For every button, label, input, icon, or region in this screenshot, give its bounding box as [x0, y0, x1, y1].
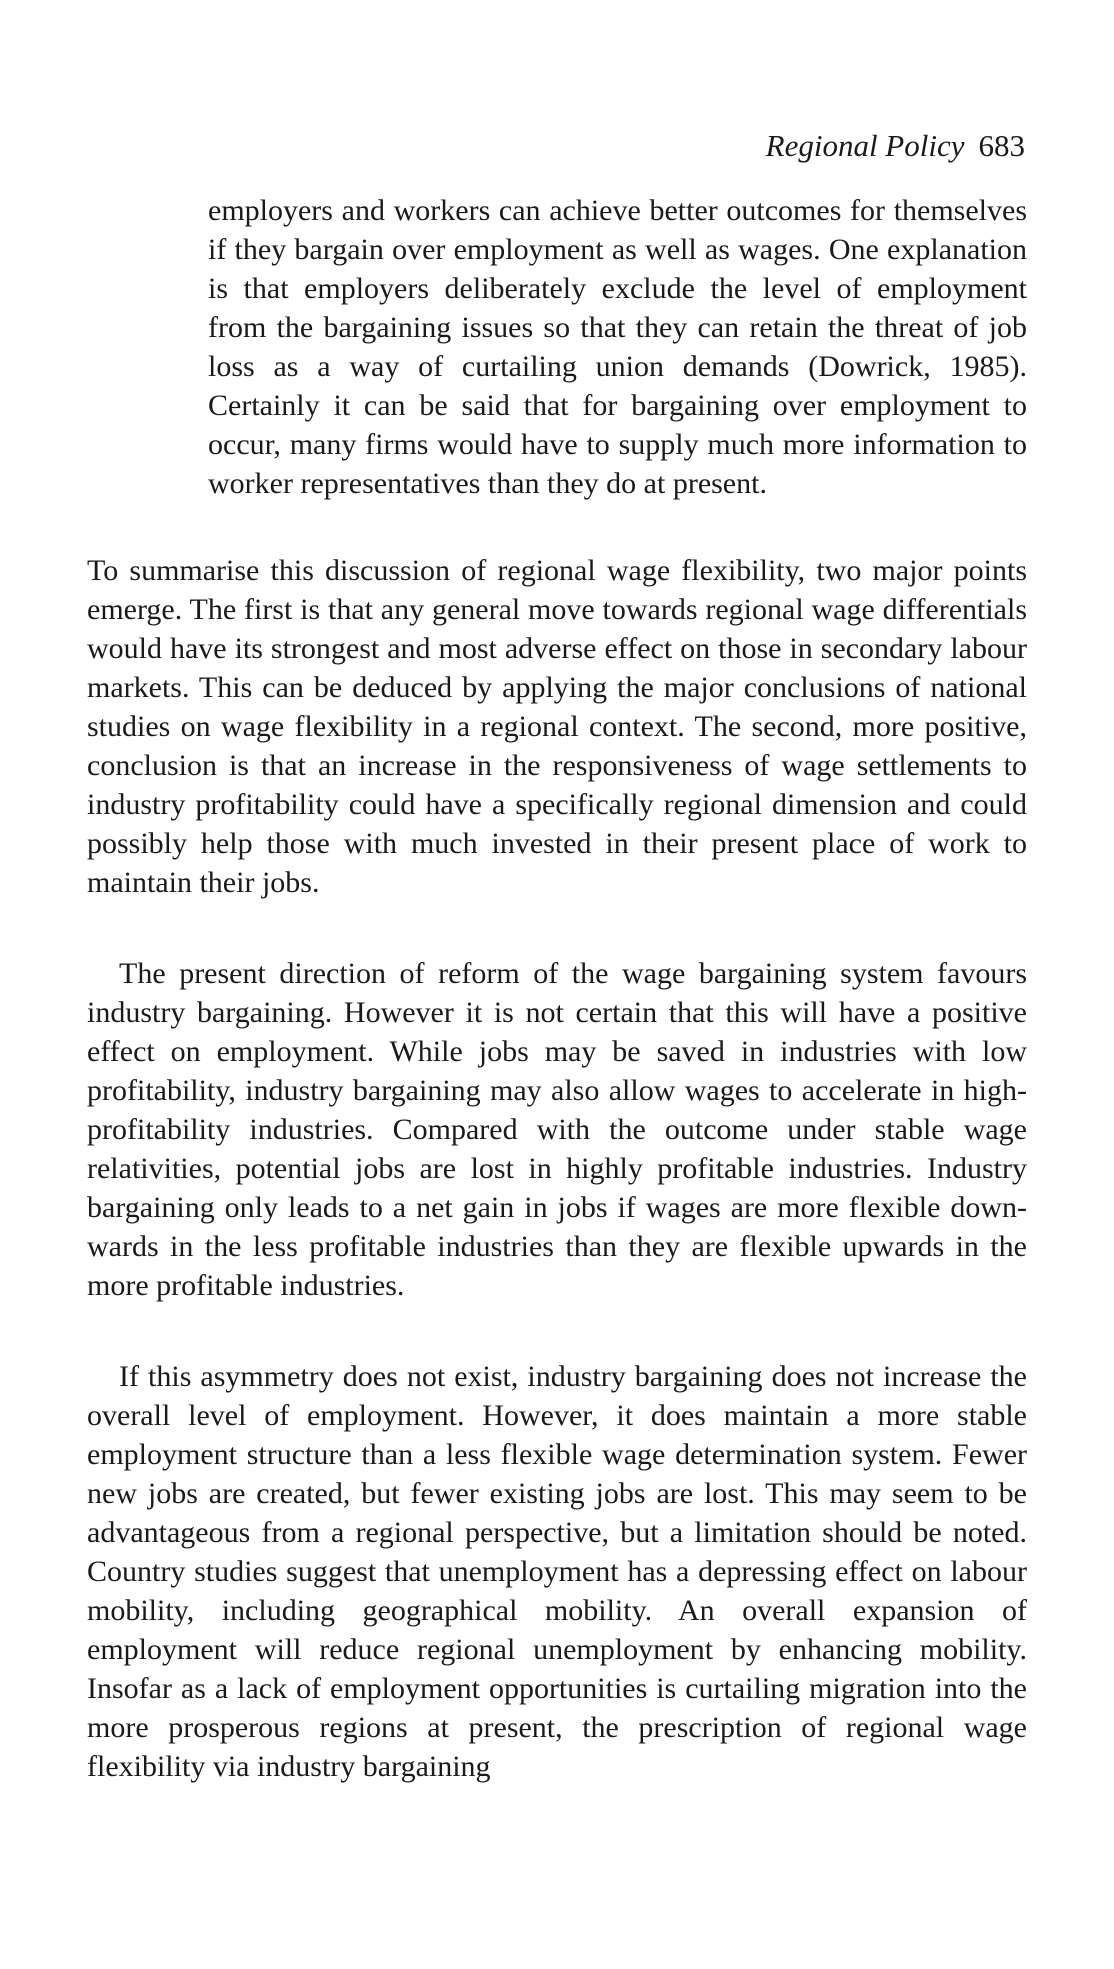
paragraph-text: To summarise this discussion of regional wage flexibility, two major points emerge. The first is that any general move towards regional wage differentials would have its strongest and most adverse effect on those in secondary labour markets. This can be deduced by applying the major conclusions of national studies on wage flexibility in a regional context. The second, more positive, conclusion is that an increase in the responsiveness of wage settlements to industry profitability could have a specifically regional dimension and could possibly help those with much invested in their present place of work to maintain their jobs. [87, 554, 1027, 899]
paragraph-2 [87, 954, 1027, 1305]
block-quote-text: employers and workers can achieve better outcomes for themselves if they bargain over employment as well as wages. One explanation is that employers deliberately exclude the level of employment from the bargaining issues so that they can retain the threat of job loss as a way of curtailing union demands (Dowrick, 1985). Certainly it can be said that for bargaining over employment to occur, many firms would have to supply much more information to worker representatives than they do at present. [208, 194, 1027, 500]
paragraph-text: The present direction of reform of the wage bargaining system favours industry bargaining. However it is not certain that this will have a positive effect on employment. While jobs may be saved in industries with low profitability, industry bargaining may also allow wages to accelerate in high-profitability industries. Compared with the outcome under stable wage relativities, potential jobs are lost in highly profitable industries. Industry bargaining only leads to a net gain in jobs if wages are more flexible downwards in the less profitable industries than they are flexible upwards in the more profitable industries. [87, 957, 1027, 1302]
paragraph-3 [87, 1357, 1027, 1786]
page-number: 683 [978, 128, 1025, 163]
paragraph-1 [87, 551, 1027, 902]
running-header [766, 126, 1025, 166]
block-quote [208, 191, 1027, 503]
paragraph-text: If this asymmetry does not exist, industry bargaining does not increase the overall level of employment. However, it does maintain a more stable employment structure than a less flexible wage determination system. Fewer new jobs are created, but fewer existing jobs are lost. This may seem to be advantageous from a regional perspective, but a limitation should be noted. Country studies suggest that unemployment has a depressing effect on labour mobility, including geographical mobility. An overall expansion of employment will reduce regional unemployment by enhancing mobility. Insofar as a lack of employment opportunities is curtailing migration into the more prosperous regions at present, the prescription of regional wage flexibility via industry bargaining [87, 1360, 1027, 1783]
running-title: Regional Policy [765, 128, 965, 163]
